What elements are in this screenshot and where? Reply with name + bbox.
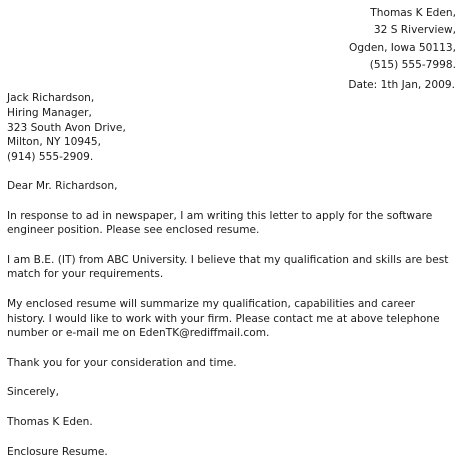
- recipient-phone: (914) 555-2909.: [7, 151, 94, 164]
- paragraph-thanks: Thank you for your consideration and time.: [7, 356, 237, 369]
- salutation: Dear Mr. Richardson,: [7, 179, 118, 192]
- paragraph-qualification: I am B.E. (IT) from ABC University. I believe that my qualification and skills are best match for your requirements.: [7, 253, 449, 281]
- recipient-city: Milton, NY 10945,: [7, 136, 101, 149]
- recipient-street: 323 South Avon Drive,: [7, 121, 126, 134]
- letter-date: Date: 1th Jan, 2009.: [348, 79, 455, 91]
- recipient-title: Hiring Manager,: [7, 106, 92, 119]
- closing: Sincerely,: [7, 386, 59, 399]
- recipient-address-block: [7, 91, 455, 165]
- sender-street: 32 S Riverview,: [373, 24, 456, 37]
- signature: Thomas K Eden.: [7, 415, 93, 428]
- sender-address-block: [349, 5, 456, 75]
- recipient-name: Jack Richardson,: [7, 92, 95, 104]
- paragraph-application: In response to ad in newspaper, I am writing this letter to apply for the software engineer position. Please see enclosed resume.: [7, 209, 433, 237]
- sender-phone: (515) 555-7998.: [369, 59, 456, 72]
- paragraph-contact: My enclosed resume will summarize my qualification, capabilities and career history. I would like to work with your firm. Please contact me at above telephone number or e-mail me on EdenTK@rediffmail.com.: [7, 297, 440, 340]
- sender-name: Thomas K Eden,: [370, 7, 456, 19]
- enclosure-note: Enclosure Resume.: [7, 445, 108, 458]
- sender-city: Ogden, Iowa 50113,: [349, 41, 456, 54]
- letter-body: [7, 91, 455, 459]
